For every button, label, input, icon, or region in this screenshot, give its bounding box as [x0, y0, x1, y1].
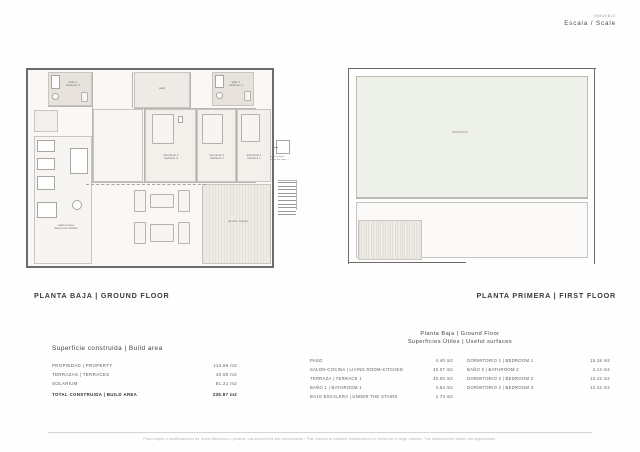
- partition-5: [190, 72, 191, 108]
- chair-left: [134, 222, 146, 244]
- label-bano-1: baño 1 bathroom 1: [228, 81, 244, 88]
- room-closet-left: [34, 110, 58, 132]
- built-area-label: TERRAZAS | TERRACES: [52, 372, 110, 378]
- useful-value: 12.42 m2: [590, 375, 610, 381]
- first-floor-drawing: [348, 62, 616, 277]
- table-row: [467, 365, 610, 374]
- header-sublabel: INMUEBLE: [593, 14, 616, 18]
- bed-bedroom1: [241, 114, 260, 142]
- sink-bano2: [52, 93, 59, 100]
- useful-value: 4.14 m2: [592, 366, 610, 372]
- ff-wall-left: [348, 68, 349, 264]
- useful-label: DORMITORIO 1 | BEDROOM 1: [467, 357, 534, 363]
- partition-4: [132, 72, 133, 108]
- room-paso: [93, 109, 143, 182]
- useful-label: TERRAZA | TERRACE 1: [310, 375, 362, 381]
- built-area-value: 40.00 m2: [215, 372, 237, 378]
- footer-divider: [48, 432, 592, 433]
- useful-label: DORMITORIO 3 | BEDROOM 3: [467, 384, 534, 390]
- built-area-total-label: TOTAL CONSTRUIDA | BUILD AREA: [52, 391, 138, 397]
- useful-value: 40.00 m2: [433, 375, 453, 381]
- partition-1: [48, 106, 92, 107]
- chair-right: [178, 222, 190, 244]
- kitchen-unit-2: [37, 158, 55, 170]
- useful-label: DORMITORIO 2 | BEDROOM 2: [467, 375, 534, 381]
- axis-dashed: [86, 184, 206, 185]
- table-row: [52, 361, 237, 370]
- wall-right: [272, 68, 274, 268]
- built-area-label: SOLARIUM: [52, 381, 78, 387]
- first-floor-title: PLANTA PRIMERA | FIRST FLOOR: [476, 291, 616, 300]
- sink-bano1: [216, 92, 223, 99]
- table-row: [310, 356, 453, 365]
- useful-label: PASO: [310, 357, 323, 363]
- header: [564, 14, 616, 27]
- table-row: [310, 365, 453, 374]
- shower-bano1: [215, 75, 224, 88]
- sofa-left: [134, 190, 146, 212]
- table-row: [467, 383, 610, 392]
- useful-value: 12.42 m2: [590, 384, 610, 390]
- ff-wall-right: [594, 68, 595, 264]
- table-row: [52, 370, 237, 379]
- label-under-stairs: bajo escalera under the stairs: [270, 156, 287, 161]
- bed-bedroom2: [202, 114, 223, 144]
- wc-bano1: [244, 91, 251, 101]
- table-row-total: [52, 389, 237, 399]
- scale-label: Escala / Scale: [564, 20, 616, 27]
- table-row: [310, 383, 453, 392]
- useful-value: 15.18 m2: [590, 357, 610, 363]
- ff-wall-top: [348, 68, 596, 69]
- bed-bedroom3: [152, 114, 174, 144]
- label-bedroom-1: dormitorio 1 bedroom 1: [246, 154, 262, 161]
- nightstand-bedroom3: [178, 116, 183, 123]
- ff-wall-bottom-left: [348, 262, 466, 263]
- ff-partition-1: [356, 198, 588, 199]
- wc-bano2: [81, 92, 88, 102]
- coffee-table: [150, 194, 174, 208]
- useful-column-left: [310, 356, 453, 401]
- useful-heading: [310, 330, 610, 347]
- table-row: [310, 374, 453, 383]
- label-bedroom-3: dormitorio 3 bedroom 3: [163, 154, 179, 161]
- table-row: [467, 356, 610, 365]
- ground-floor-title: PLANTA BAJA | GROUND FLOOR: [34, 291, 170, 300]
- useful-heading-line2: Superficies Útiles | Useful surfaces: [407, 339, 513, 346]
- leader-under-stairs: [274, 147, 278, 148]
- useful-value: 1.73 m2: [435, 393, 453, 399]
- ground-floor-drawing: [26, 62, 296, 277]
- label-living-kitchen: salón-cocina living room-kitchen: [54, 224, 78, 231]
- useful-value: 4.40 m2: [435, 357, 453, 363]
- hob-circle: [72, 200, 82, 210]
- under-stairs-box: [276, 140, 290, 154]
- kitchen-island: [70, 148, 88, 174]
- ff-hatched-zone: [358, 220, 422, 260]
- label-bedroom-2: dormitorio 2 bedroom 2: [209, 154, 225, 161]
- built-area-heading: Superficie construida | Build area: [52, 345, 163, 352]
- useful-label: BAÑO 2 | BATHROOM 2: [467, 366, 519, 372]
- label-terrace: terraza / terrace: [227, 220, 248, 223]
- label-solarium: solarium: [452, 130, 469, 134]
- built-area-value: 114.66 m2: [213, 363, 237, 369]
- useful-label: BAÑO 1 | BATHROOM 1: [310, 384, 362, 390]
- room-terrace: [202, 184, 271, 264]
- kitchen-unit-3: [37, 176, 55, 190]
- useful-surfaces-block: [310, 330, 610, 401]
- useful-value: 40.07 m2: [433, 366, 453, 372]
- counter-unit: [37, 202, 57, 218]
- shower-bano2: [51, 75, 60, 89]
- built-area-label: PROPIEDAD | PROPERTY: [52, 363, 113, 369]
- useful-heading-line1: Planta Baja | Ground Floor: [420, 331, 500, 337]
- useful-label: SALON-COCINA | LIVING ROOM-KITCHEN: [310, 366, 403, 372]
- kitchen-unit-1: [37, 140, 55, 152]
- footer-disclaimer: Plano sujeto a modificaciones de Invest Mecánica o jurídica. Las superficies son aproximadas / Plan subject to possible modifications for technical or legal reasons. The measurement shown are approximate.: [143, 437, 497, 441]
- table-row: [310, 392, 453, 401]
- dining-table: [150, 224, 174, 242]
- table-row: [52, 379, 237, 388]
- stairs-edge-top: [278, 180, 296, 181]
- label-patio: patio: [158, 87, 166, 90]
- label-bano-2: baño 2 bathroom 2: [65, 81, 81, 88]
- partition-6: [92, 182, 256, 183]
- useful-label: BAJO ESCALERA | UNDER THE STAIRS: [310, 393, 398, 399]
- useful-column-right: [467, 356, 610, 401]
- solarium-area: [356, 76, 588, 198]
- built-area-value: 81.21 m2: [215, 381, 237, 387]
- stairs-edge-right: [296, 180, 297, 210]
- wall-bottom: [26, 266, 274, 268]
- built-area-block: [52, 345, 237, 399]
- built-area-total-value: 235.87 m2: [212, 391, 237, 397]
- useful-value: 4.54 m2: [435, 384, 453, 390]
- stairs-exterior: [278, 182, 296, 218]
- sofa-right: [178, 190, 190, 212]
- table-row: [467, 374, 610, 383]
